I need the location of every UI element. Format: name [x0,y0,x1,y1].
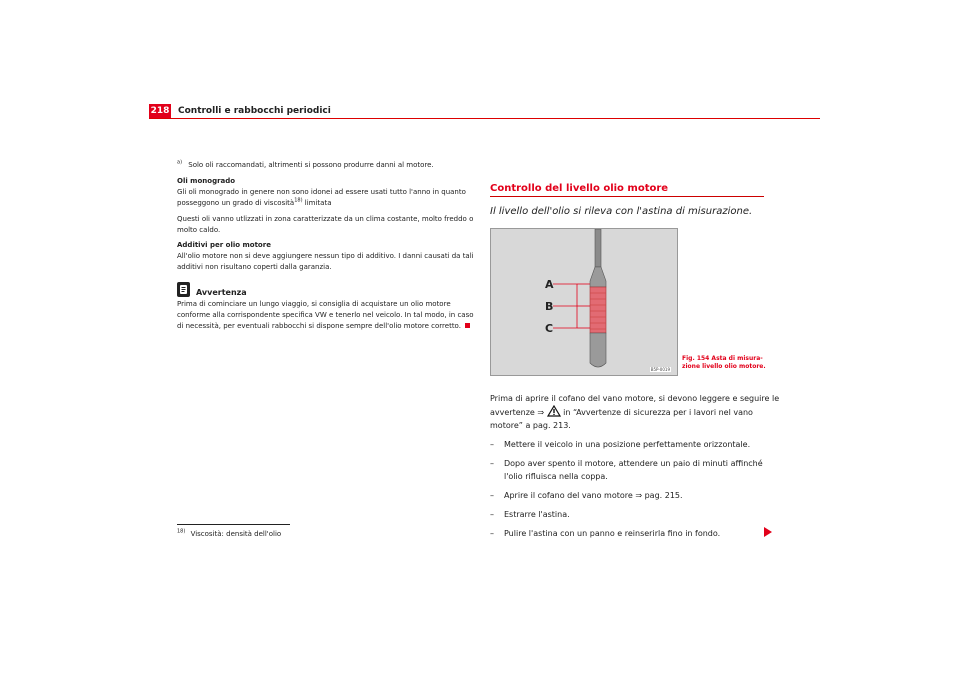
warning-triangle-icon [547,405,561,417]
footnote-ref-18[interactable]: 18) [294,198,303,205]
oli-paragraph-1 [177,187,477,209]
warning-text [177,299,477,333]
step-item [490,527,780,540]
section-subtitle: Il livello dell'olio si rileva con l'astina di misurazione. [490,206,753,217]
footnote-a-text: Solo oli raccomandati, altrimenti si possono produrre danni al motore. [188,161,434,169]
footnote-18 [177,529,281,540]
info-note-icon [177,282,190,297]
step-text[interactable]: Aprire il cofano del vano motore ⇒ pag. 215. [504,491,683,500]
figure-label-b: B [545,300,554,313]
step-text: Dopo aver spento il motore, attendere un paio di minuti affinché l'olio rifluisca nella coppa. [504,459,763,481]
warning-header [177,282,477,297]
intro-text-b[interactable]: in “Avvertenze di sicurezza per i lavori nel vano motore” a pag. 213. [490,408,753,430]
section-rule [490,196,764,197]
procedure-text [490,392,780,546]
chapter-title: Controlli e rabbocchi periodici [178,106,331,116]
oli-p1-end: limitata [302,199,332,208]
additivi-heading: Additivi per olio motore [177,241,271,250]
step-dash: – [490,459,494,468]
step-dash: – [490,510,494,519]
section-title: Controllo del livello olio motore [490,183,669,194]
figure-label-a: A [545,278,554,291]
footnote-a-marker: a) [177,159,183,166]
end-of-section-marker [465,323,470,328]
dipstick-figure [490,228,678,376]
footnote-18-marker: 18) [177,528,186,535]
footnote-18-text: Viscosità: densità dell'olio [190,530,282,538]
footnote-a [177,160,477,171]
dipstick-illustration [491,229,677,375]
oli-p1-text: Gli oli monogrado in genere non sono idonei ad essere usati tutto l'anno in quanto posseggono un grado di viscosità [177,188,466,208]
page-number: 218 [149,104,171,119]
step-dash: – [490,491,494,500]
intro-text-a: Prima di aprire il cofano del vano motore, si devono leggere e seguire le avvertenze ⇒ [490,394,780,417]
warning-title: Avvertenza [196,287,247,297]
step-text: Mettere il veicolo in una posizione perfettamente orizzontale. [504,440,751,449]
intro-paragraph [490,392,780,432]
step-item [490,457,780,483]
header-rule [149,118,820,119]
warning-text-body: Prima di cominciare un lungo viaggio, si consiglia di acquistare un olio motore conforme alla corrispondente specifica VW e tenerlo nel veicolo. In tal modo, in caso di necessità, per eventuali rabbocchi si dispone sempre dell'olio motore corretto. [177,299,474,331]
step-text: Pulire l'astina con un panno e reinserirla fino in fondo. [504,529,721,538]
step-item [490,508,780,521]
step-dash: – [490,440,494,449]
step-item [490,438,780,451]
next-page-arrow-icon[interactable] [764,527,772,537]
figure-code: B5P-0019 [650,367,670,372]
oli-paragraph-2: Questi oli vanno utlizzati in zona caratterizzate da un clima costante, molto freddo o molto caldo. [177,214,474,234]
left-column [177,160,477,332]
oli-heading: Oli monogrado [177,177,236,185]
additivi-paragraph: All'olio motore non si deve aggiungere nessun tipo di additivo. I danni causati da tali additivi non risultano coperti dalla garanzia. [177,252,474,272]
step-dash: – [490,529,494,538]
step-text: Estrarre l'astina. [504,510,570,519]
figure-label-c: C [545,322,554,335]
step-item [490,489,780,502]
footnote-rule [177,524,290,525]
figure-caption: Fig. 154 Asta di misura-zione livello olio motore. [682,355,766,370]
